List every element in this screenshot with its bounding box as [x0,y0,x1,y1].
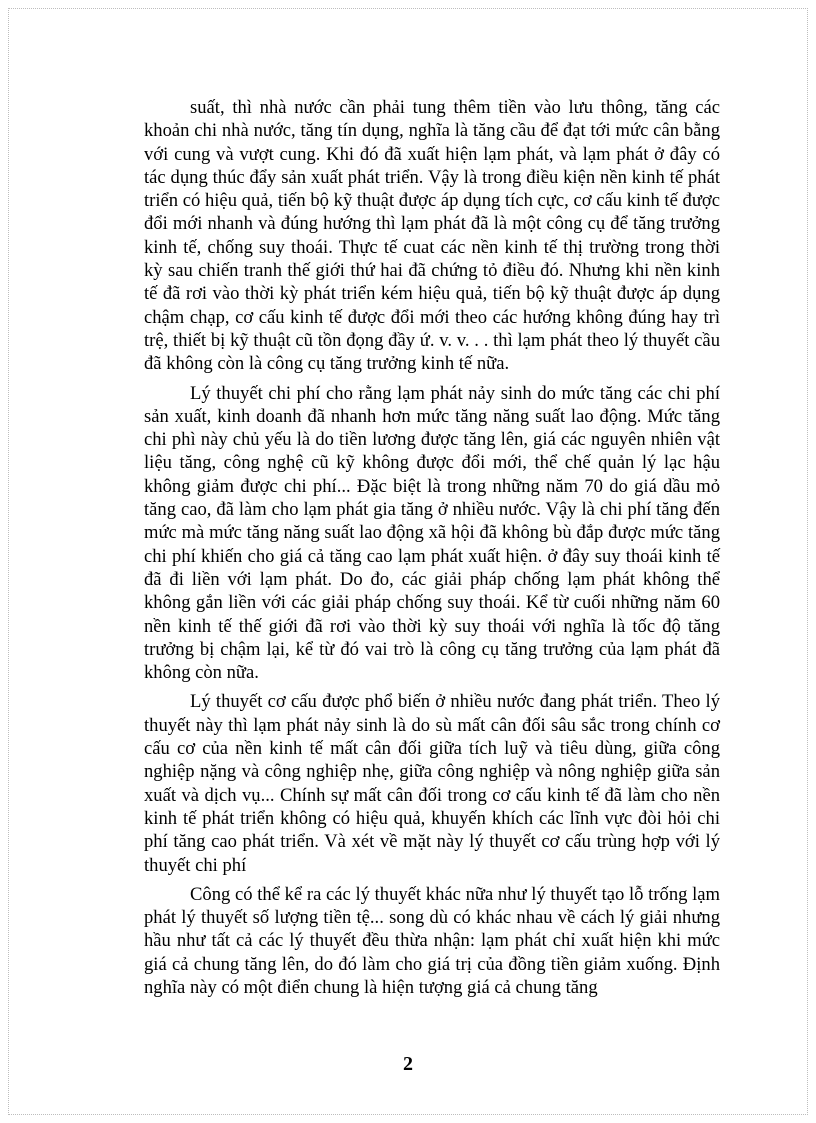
page-border-right [807,8,808,1115]
page-border-bottom [8,1114,808,1115]
paragraph-structural-theory: Lý thuyết cơ cấu được phổ biến ở nhiều nước đang phát triển. Theo lý thuyết này thì lạm phát nảy sinh là do sù mất cân đối sâu sắc trong chính cơ cấu cơ của nền kinh tế mất cân đối giữa tích luỹ và tiêu dùng, giữa công nghiệp nặng và công nghiệp nhẹ, giữa công nghiệp và nông nghiệp giữa sản xuất và dịch vụ... Chính sự mất cân đối trong cơ cấu kinh tế đã làm cho nền kinh tế phát triển không có hiệu quả, khuyến khích các lĩnh vực đòi hỏi chi phí tăng cao phát triển. Và xét về mặt này lý thuyết cơ cấu trùng hợp với lý thuyết chi phí [144,691,720,876]
paragraph-cost-theory: Lý thuyết chi phí cho rằng lạm phát nảy sinh do mức tăng các chi phí sản xuất, kinh doanh đã nhanh hơn mức tăng năng suất lao động. Mức tăng chi phì này chủ yếu là do tiền lương được tăng lên, giá các nguyên nhiên vật liệu tăng, công nghệ cũ kỹ không được đổi mới, thể chế quản lý lạc hậu không giảm được chi phí... Đặc biệt là trong những năm 70 do giá dầu mỏ tăng cao, đã làm cho lạm phát gia tăng ở nhiều nước. Vậy là chi phí tăng đến mức mà mức tăng năng suất lao động xã hội đã không bù đắp được mức tăng chi phí khiến cho giá cả tăng cao lạm phát xuất hiện. ở đây suy thoái kinh tế đã đi liền với lạm phát. Do đo, các giải pháp chống lạm phát không thể không gắn liền với các giải pháp chống suy thoái. Kể từ cuối những năm 60 nền kinh tế thế giới đã rơi vào thời kỳ suy thoái với nghĩa là tốc độ tăng trưởng bị chậm lại, kể từ đó vai trò là công cụ tăng trưởng của lạm phát đã không còn nữa. [144,382,720,684]
page-border-left [8,8,9,1115]
page-number: 2 [403,1053,413,1075]
paragraph-demand-theory-continued: suất, thì nhà nước cần phải tung thêm tiền vào lưu thông, tăng các khoản chi nhà nước, tăng tín dụng, nghĩa là tăng cầu để đạt tới mức cân bằng với cung và vượt cung. Khi đó đã xuất hiện lạm phát, và lạm phát ở đây có tác dụng thúc đẩy sản xuất phát triển. Vậy là trong điều kiện nền kinh tế phát triển có hiệu quả, tiến bộ kỹ thuật được áp dụng tích cực, cơ cấu kinh tế được đổi mới nhanh và đúng hướng thì lạm phát đã là một công cụ để tăng trưởng kinh tế, chống suy thoái. Thực tế cuat các nền kinh tế thị trường trong thời kỳ sau chiến tranh thế giới thứ hai đã chứng tỏ điều đó. Nhưng khi nền kinh tế đã rơi vào thời kỳ phát triển kém hiệu quả, tiến bộ kỹ thuật được áp dụng chậm chạp, cơ cấu kinh tế được đổi mới theo các hướng không đúng hay trì trệ, thiết bị kỹ thuật cũ tồn đọng đầy ứ. v. v. . . thì lạm phát theo lý thuyết cầu đã không còn là công cụ tăng trưởng kinh tế nữa. [144,97,720,375]
paragraph-other-theories: Công có thể kể ra các lý thuyết khác nữa như lý thuyết tạo lỗ trống lạm phát lý thuyết số lượng tiền tệ... song dù có khác nhau về cách lý giải nhưng hầu như tất cả các lý thuyết đều thừa nhận: lạm phát chỉ xuất hiện khi mức giá cả chung tăng lên, do đó làm cho giá trị của đồng tiền giảm xuống. Định nghĩa này có một điển chung là hiện tượng giá cả chung tăng [144,883,720,998]
body-text [144,96,720,1005]
page-border-top [8,8,808,9]
